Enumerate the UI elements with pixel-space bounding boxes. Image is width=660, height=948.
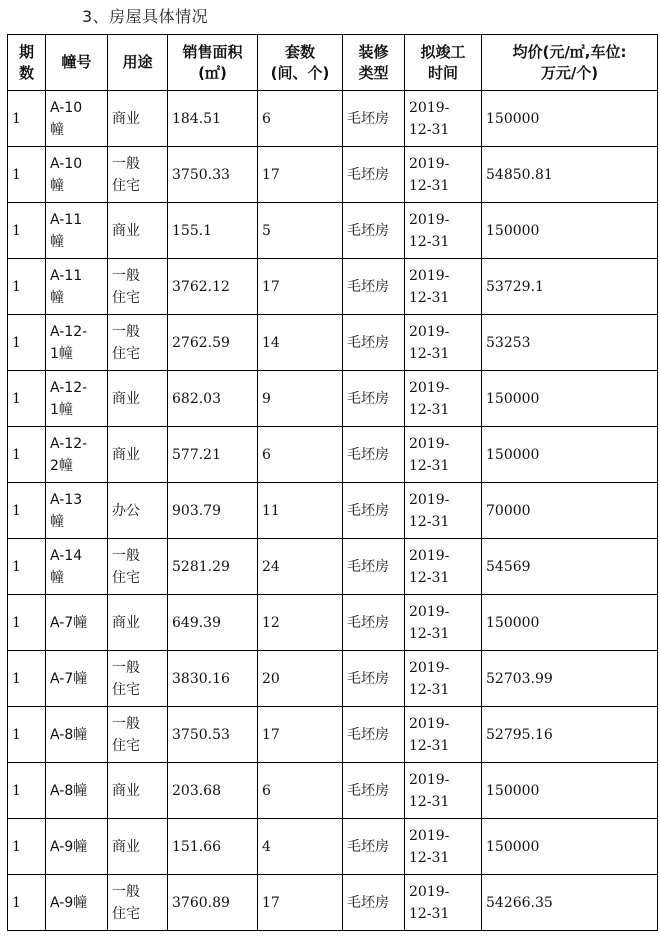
cell-building: A-10 幢: [46, 91, 108, 147]
cell-average-price: 150000: [482, 371, 658, 427]
table-row: [8, 91, 658, 147]
cell-sales-area: 577.21: [168, 427, 258, 483]
header-decoration-type: 装修 类型: [343, 35, 405, 91]
cell-unit-count: 9: [258, 371, 343, 427]
cell-sales-area: 3750.33: [168, 147, 258, 203]
cell-phase: 1: [8, 203, 46, 259]
cell-building: A-14 幢: [46, 539, 108, 595]
cell-building: A-7幢: [46, 651, 108, 707]
cell-usage: 一般 住宅: [108, 259, 168, 315]
table-row: [8, 483, 658, 539]
cell-unit-count: 17: [258, 259, 343, 315]
cell-completion-date: 2019- 12-31: [405, 595, 482, 651]
cell-usage: 一般 住宅: [108, 875, 168, 931]
cell-completion-date: 2019- 12-31: [405, 819, 482, 875]
cell-phase: 1: [8, 875, 46, 931]
cell-building: A-11 幢: [46, 259, 108, 315]
cell-phase: 1: [8, 371, 46, 427]
cell-completion-date: 2019- 12-31: [405, 147, 482, 203]
cell-sales-area: 682.03: [168, 371, 258, 427]
header-completion-date: 拟竣工 时间: [405, 35, 482, 91]
cell-phase: 1: [8, 483, 46, 539]
cell-decoration-type: 毛坯房: [343, 819, 405, 875]
section-title: 3、房屋具体情况: [82, 7, 209, 26]
cell-building: A-12- 1幢: [46, 315, 108, 371]
cell-sales-area: 903.79: [168, 483, 258, 539]
cell-average-price: 150000: [482, 819, 658, 875]
cell-usage: 商业: [108, 427, 168, 483]
cell-completion-date: 2019- 12-31: [405, 707, 482, 763]
cell-phase: 1: [8, 651, 46, 707]
cell-decoration-type: 毛坯房: [343, 371, 405, 427]
table-row: [8, 819, 658, 875]
table-row: [8, 875, 658, 931]
cell-completion-date: 2019- 12-31: [405, 539, 482, 595]
cell-unit-count: 11: [258, 483, 343, 539]
cell-average-price: 150000: [482, 595, 658, 651]
cell-sales-area: 155.1: [168, 203, 258, 259]
cell-usage: 办公: [108, 483, 168, 539]
cell-sales-area: 203.68: [168, 763, 258, 819]
cell-average-price: 52703.99: [482, 651, 658, 707]
cell-building: A-9幢: [46, 875, 108, 931]
cell-unit-count: 20: [258, 651, 343, 707]
table-row: [8, 595, 658, 651]
header-phase: 期 数: [8, 35, 46, 91]
cell-building: A-12- 2幢: [46, 427, 108, 483]
table-row: [8, 371, 658, 427]
cell-decoration-type: 毛坯房: [343, 315, 405, 371]
cell-average-price: 150000: [482, 91, 658, 147]
cell-decoration-type: 毛坯房: [343, 651, 405, 707]
cell-usage: 商业: [108, 203, 168, 259]
cell-usage: 一般 住宅: [108, 651, 168, 707]
cell-building: A-8幢: [46, 707, 108, 763]
cell-usage: 一般 住宅: [108, 315, 168, 371]
cell-sales-area: 3750.53: [168, 707, 258, 763]
cell-usage: 商业: [108, 763, 168, 819]
cell-sales-area: 5281.29: [168, 539, 258, 595]
cell-completion-date: 2019- 12-31: [405, 371, 482, 427]
cell-decoration-type: 毛坯房: [343, 259, 405, 315]
cell-unit-count: 4: [258, 819, 343, 875]
header-usage: 用途: [108, 35, 168, 91]
cell-average-price: 54569: [482, 539, 658, 595]
cell-sales-area: 151.66: [168, 819, 258, 875]
cell-usage: 商业: [108, 371, 168, 427]
cell-phase: 1: [8, 91, 46, 147]
cell-building: A-11 幢: [46, 203, 108, 259]
cell-usage: 商业: [108, 819, 168, 875]
cell-decoration-type: 毛坯房: [343, 595, 405, 651]
cell-phase: 1: [8, 707, 46, 763]
cell-completion-date: 2019- 12-31: [405, 875, 482, 931]
cell-phase: 1: [8, 427, 46, 483]
cell-average-price: 54266.35: [482, 875, 658, 931]
table-row: [8, 147, 658, 203]
cell-building: A-7幢: [46, 595, 108, 651]
cell-building: A-13 幢: [46, 483, 108, 539]
cell-phase: 1: [8, 259, 46, 315]
cell-average-price: 53253: [482, 315, 658, 371]
table-row: [8, 707, 658, 763]
cell-completion-date: 2019- 12-31: [405, 483, 482, 539]
cell-sales-area: 3830.16: [168, 651, 258, 707]
cell-sales-area: 184.51: [168, 91, 258, 147]
cell-completion-date: 2019- 12-31: [405, 651, 482, 707]
cell-completion-date: 2019- 12-31: [405, 203, 482, 259]
cell-decoration-type: 毛坯房: [343, 875, 405, 931]
cell-decoration-type: 毛坯房: [343, 539, 405, 595]
cell-unit-count: 12: [258, 595, 343, 651]
cell-decoration-type: 毛坯房: [343, 763, 405, 819]
cell-average-price: 52795.16: [482, 707, 658, 763]
table-row: [8, 763, 658, 819]
cell-completion-date: 2019- 12-31: [405, 259, 482, 315]
table-row: [8, 427, 658, 483]
table-row: [8, 315, 658, 371]
cell-decoration-type: 毛坯房: [343, 147, 405, 203]
header-building: 幢号: [46, 35, 108, 91]
cell-decoration-type: 毛坯房: [343, 483, 405, 539]
cell-average-price: 70000: [482, 483, 658, 539]
cell-building: A-10 幢: [46, 147, 108, 203]
cell-usage: 一般 住宅: [108, 707, 168, 763]
cell-unit-count: 5: [258, 203, 343, 259]
cell-building: A-12- 1幢: [46, 371, 108, 427]
header-unit-count: 套数 (间、个): [258, 35, 343, 91]
cell-decoration-type: 毛坯房: [343, 91, 405, 147]
cell-completion-date: 2019- 12-31: [405, 763, 482, 819]
cell-unit-count: 6: [258, 763, 343, 819]
cell-unit-count: 17: [258, 707, 343, 763]
cell-decoration-type: 毛坯房: [343, 203, 405, 259]
cell-average-price: 150000: [482, 427, 658, 483]
cell-decoration-type: 毛坯房: [343, 427, 405, 483]
cell-sales-area: 3760.89: [168, 875, 258, 931]
cell-phase: 1: [8, 315, 46, 371]
table-row: [8, 539, 658, 595]
table-row: [8, 203, 658, 259]
housing-details-table: [7, 34, 658, 931]
cell-usage: 商业: [108, 91, 168, 147]
table-row: [8, 651, 658, 707]
cell-average-price: 54850.81: [482, 147, 658, 203]
cell-completion-date: 2019- 12-31: [405, 91, 482, 147]
cell-average-price: 150000: [482, 203, 658, 259]
cell-usage: 一般 住宅: [108, 539, 168, 595]
cell-unit-count: 6: [258, 91, 343, 147]
cell-unit-count: 6: [258, 427, 343, 483]
cell-sales-area: 649.39: [168, 595, 258, 651]
table-body: [8, 91, 658, 931]
cell-completion-date: 2019- 12-31: [405, 427, 482, 483]
cell-completion-date: 2019- 12-31: [405, 315, 482, 371]
cell-usage: 商业: [108, 595, 168, 651]
cell-sales-area: 3762.12: [168, 259, 258, 315]
header-average-price: 均价(元/㎡,车位: 万元/个): [482, 35, 658, 91]
header-sales-area: 销售面积 (㎡): [168, 35, 258, 91]
cell-building: A-9幢: [46, 819, 108, 875]
cell-average-price: 150000: [482, 763, 658, 819]
cell-unit-count: 14: [258, 315, 343, 371]
cell-unit-count: 17: [258, 147, 343, 203]
cell-usage: 一般 住宅: [108, 147, 168, 203]
cell-phase: 1: [8, 147, 46, 203]
cell-building: A-8幢: [46, 763, 108, 819]
cell-unit-count: 24: [258, 539, 343, 595]
table-row: [8, 259, 658, 315]
cell-unit-count: 17: [258, 875, 343, 931]
cell-phase: 1: [8, 539, 46, 595]
cell-phase: 1: [8, 763, 46, 819]
cell-sales-area: 2762.59: [168, 315, 258, 371]
cell-phase: 1: [8, 819, 46, 875]
table-header-row: [8, 35, 658, 91]
cell-phase: 1: [8, 595, 46, 651]
cell-average-price: 53729.1: [482, 259, 658, 315]
cell-decoration-type: 毛坯房: [343, 707, 405, 763]
